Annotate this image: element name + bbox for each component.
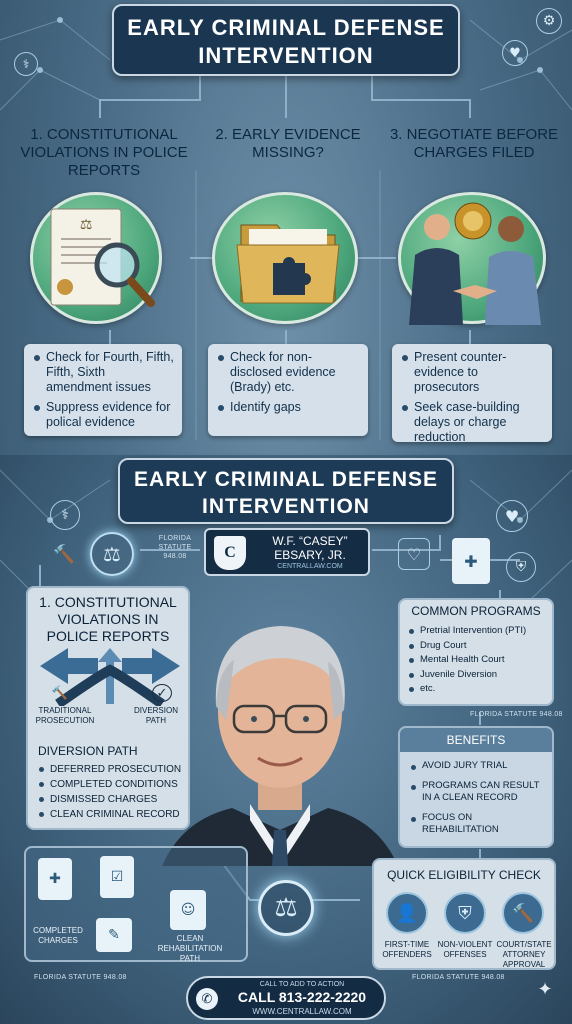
statute-top: FLORIDA STATUTE 948.08 [158,535,192,560]
path-right-label: DIVERSION PATH [133,706,178,725]
heart-icon: ♥ [502,40,528,66]
portrait-image [162,590,398,866]
path-left-label: TRADITIONAL PROSECUTION [35,706,95,725]
completed-charges-label: COMPLETED CHARGES [33,926,83,945]
phone-number[interactable]: CALL 813-222-2220 [237,989,367,1005]
folder-puzzle-icon [215,195,361,327]
document-magnifier-icon [33,195,165,327]
column-1-bullet: Suppress evidence for polical evidence [32,400,174,430]
attorney-name: W.F. “CASEY” EBSARY, JR. [272,534,348,562]
section-title: EARLY CRIMINAL DEFENSE INTERVENTION [118,458,454,524]
column-3-bullet: Seek case-building delays or charge reduction [400,400,544,445]
program-item: etc. [408,682,552,697]
programs-panel [398,598,554,706]
gavel-icon: 🔨 [502,892,544,934]
benefit-item: PROGRAMS CAN RESULT IN A CLEAN RECORD [410,780,550,804]
diversion-path-heading: DIVERSION PATH [38,744,138,758]
document-check-icon: ✚ [452,538,490,584]
column-card-1 [24,344,182,436]
benefits-panel [398,726,554,848]
eligibility-panel [372,858,556,970]
certificate-icon: ✎ [96,918,132,952]
benefits-heading: BENEFITS [400,728,552,752]
column-card-3 [392,344,552,442]
scales-icon: ⚖ [90,532,134,576]
gavel-icon: 🔨 [52,543,76,565]
eligibility-heading: QUICK ELIGIBILITY CHECK [387,868,541,882]
logo-site: CENTRALLAW.COM [277,563,343,570]
main-title: EARLY CRIMINAL DEFENSE INTERVENTION [112,4,460,76]
programs-statute: FLORIDA STATUTE 948.08 [470,711,563,718]
column-heading-3: 3. NEGOTIATE BEFORE CHARGES FILED [389,126,559,161]
sparkle-icon: ✦ [537,978,553,1000]
medical-icon: ⚕ [14,52,38,76]
handshake-illustration [398,192,546,324]
eligibility-item: NON-VIOLENT OFFENSES [437,940,493,959]
benefit-item: AVOID JURY TRIAL [410,760,550,772]
program-item: Drug Court [408,639,552,654]
benefit-item: FOCUS ON REHABILITATION [410,812,550,836]
clean-path-label: CLEAN REHABILITATION PATH [157,934,223,963]
phone-icon: ✆ [196,988,218,1010]
column-2-bullet: Check for non-disclosed evidence (Brady) etc. [216,350,360,395]
gear-icon: ⚙ [536,8,562,34]
heart-icon: ♥ [496,500,528,532]
cta-label: CALL TO ADD TO ACTION [259,981,345,988]
constitution-illustration [30,192,162,324]
shield-check-icon: ⛨ [444,892,486,934]
diversion-item: COMPLETED CONDITIONS [38,777,188,792]
diversion-item: DEFERRED PROSECUTION [38,762,188,777]
column-heading-1: 1. CONSTITUTIONAL VIOLATIONS IN POLICE REPORTS [20,126,188,179]
column-2-bullet: Identify gaps [216,400,360,415]
diversion-panel [26,586,190,830]
shield-icon: ⛨ [506,552,536,582]
website-link[interactable]: WWW.CENTRALLAW.COM [252,1007,352,1016]
law-firm-logo [204,528,370,576]
column-3-bullet: Present counter-evidence to prosecutors [400,350,544,395]
statute-bottom-left: FLORIDA STATUTE 948.08 [34,974,127,981]
program-item: Pretrial Intervention (PTI) [408,624,552,639]
person-icon: 👤 [386,892,428,934]
svg-text:⚖: ⚖ [79,217,93,233]
column-1-bullet: Check for Fourth, Fifth, Fifth, Sixth amendment issues [32,350,174,395]
scales-icon: ⚖ [258,880,314,936]
shield-logo-icon: C [214,536,246,570]
gavel-icon: 🔨 [51,685,69,700]
checkmark-icon: ✓ [152,684,172,702]
eligibility-item: COURT/STATE ATTORNEY APPROVAL [496,940,552,969]
document-icon: ✚ [38,858,72,900]
heartbeat-icon: ♡ [398,538,430,570]
folder-illustration [212,192,358,324]
handshake-icon [401,195,549,327]
medical-icon: ⚕ [50,500,80,530]
column-heading-2: 2. EARLY EVIDENCE MISSING? [215,126,361,161]
diversion-item: CLEAN CRIMINAL RECORD [38,807,188,822]
diversion-item: DISMISSED CHARGES [38,792,188,807]
eligibility-item: FIRST-TIME OFFENDERS [382,940,432,959]
call-to-action[interactable] [186,976,386,1020]
program-item: Juvenile Diversion [408,668,552,683]
programs-heading: COMMON PROGRAMS [411,604,541,618]
checklist-icon: ☑ [100,856,134,898]
attorney-portrait [162,590,398,866]
diversion-panel-heading: 1. CONSTITUTIONAL VIOLATIONS IN POLICE REPORTS [39,594,177,644]
statute-bottom-right: FLORIDA STATUTE 948.08 [412,974,505,981]
profile-document-icon: ☺ [170,890,206,930]
column-card-2 [208,344,368,436]
program-item: Mental Health Court [408,653,552,668]
